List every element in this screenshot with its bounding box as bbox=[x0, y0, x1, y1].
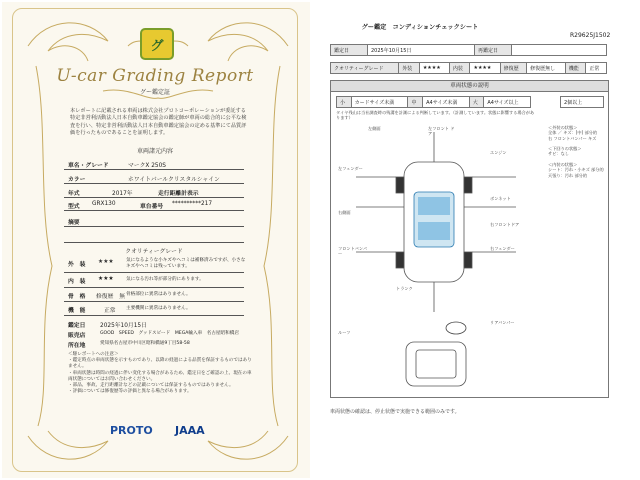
part-left-fender: 左フェンダー bbox=[338, 166, 363, 171]
count-legend bbox=[560, 96, 604, 108]
model-value: GRX130 bbox=[92, 201, 116, 207]
remarks-label: 摘要 bbox=[68, 220, 80, 226]
color-label: カラー bbox=[68, 177, 86, 183]
grade-ext-label: 外 装 bbox=[68, 262, 86, 268]
part-front-bumper: フロントバンパー bbox=[338, 246, 367, 257]
legend-note: タイヤ残山は当社調査時の残溝を計測による判断しています。（計測しています。状態に影響する場合があります） bbox=[336, 110, 535, 121]
size-a4lt-label: A4サイズ未満 bbox=[423, 97, 470, 108]
note-item: ・部品、事故、走行距離計などの記載については保証するものではありません。 bbox=[68, 383, 234, 389]
goo-kantei-logo bbox=[138, 28, 176, 62]
row-divider bbox=[64, 272, 244, 273]
date-value: 2025年10月15日 bbox=[100, 323, 147, 329]
part-right-front-door: 右フロントドア bbox=[490, 222, 520, 227]
size-large-label: 大 bbox=[469, 97, 484, 108]
part-left-side: 左側面 bbox=[368, 126, 381, 131]
note-item: ・評価については修復歴等の評価と異なる場合があります。 bbox=[68, 389, 192, 395]
grade-frame-label: 骨 格 bbox=[68, 294, 86, 300]
size-legend bbox=[336, 96, 531, 108]
model-label: 型式 bbox=[68, 204, 80, 210]
size-count-note: 2個以上 bbox=[561, 97, 604, 108]
size-mid-label: 中 bbox=[408, 97, 423, 108]
sheet-footer: 車両状態の確認は、停止状態で実施できる範囲のみです。 bbox=[330, 409, 460, 415]
address-value: 愛知県名古屋市中川区昭和橋通9丁目58-58 bbox=[100, 341, 190, 346]
int-stars: ★★★★ bbox=[470, 63, 500, 74]
color-value: ホワイトパールクリスタルシャイン bbox=[128, 177, 220, 183]
row-divider bbox=[64, 197, 244, 198]
part-right-side: 右側面 bbox=[338, 210, 351, 215]
year-value: 2017年 bbox=[112, 191, 133, 197]
date-table bbox=[330, 44, 607, 56]
remark-line: サビ：なし bbox=[548, 151, 569, 157]
row-divider bbox=[64, 210, 244, 211]
remark-line: ＜内装の状態＞ bbox=[548, 162, 578, 168]
part-engine: エンジン bbox=[490, 150, 507, 155]
grade-int-stars: ★★★ bbox=[98, 276, 114, 282]
grade-func-desc: 主要機関に異常はありません。 bbox=[126, 306, 191, 311]
spec-section-title: 車両諸元内容 bbox=[136, 148, 173, 155]
notes-title: ＜駆レポートへの注意＞ bbox=[68, 352, 119, 357]
size-a4-label: A4サイズ以上 bbox=[484, 97, 531, 108]
remark-line: 天張り：汚れ 部分的 bbox=[548, 172, 588, 178]
remark-line: シート：汚れ・小キズ 部分的 bbox=[548, 167, 604, 173]
func-label: 機能 bbox=[565, 63, 586, 74]
func-value: 正常 bbox=[586, 63, 607, 74]
reissue-label: 再鑑定日 bbox=[475, 45, 512, 56]
sheet-date-label: 鑑定日 bbox=[331, 45, 368, 56]
size-small-label: 小 bbox=[337, 97, 352, 108]
part-left-front-door: 左フロント ドア bbox=[428, 126, 455, 137]
quality-grade-label: クオリティーグレード bbox=[331, 63, 399, 74]
row-divider bbox=[64, 301, 244, 302]
size-card-label: カードサイズ未満 bbox=[351, 97, 408, 108]
row-divider bbox=[64, 315, 244, 316]
certificate-subtitle: グー鑑定証 bbox=[139, 89, 170, 96]
grade-ext-stars: ★★★ bbox=[98, 259, 114, 265]
row-divider bbox=[64, 242, 244, 243]
date-label: 鑑定日 bbox=[68, 323, 86, 329]
grade-frame-value: 修復歴 無 bbox=[96, 294, 125, 300]
certificate-intro: 本レポートに記載される車両は株式会社プロトコーポレーションが委託する特定非営利活動法人日本自動車鑑定協会の鑑定師が車両の総合的に公平な検査を行い、特定非営利活動法人日本自動車鑑定協会の定める基準にて品質評価を行ったものであることを証明します。 bbox=[70, 108, 247, 136]
remark-line: 全体 ／ キズ：[中] 部分的 bbox=[548, 130, 598, 136]
note-item: ・鑑定時点の車両状態を示すものであり、以降の経過による品質を保証するものではありません。 bbox=[68, 358, 252, 370]
grade-table bbox=[330, 62, 607, 74]
grade-label: 車名・グレード bbox=[68, 163, 109, 169]
sheet-date-value: 2025年10月15日 bbox=[368, 45, 475, 56]
sheet-code: R29625J1502 bbox=[570, 32, 611, 39]
part-rear-bumper: リアバンパー bbox=[490, 320, 515, 325]
address-label: 所在地 bbox=[68, 343, 86, 349]
grade-int-label: 内 装 bbox=[68, 279, 86, 285]
part-bonnet: ボンネット bbox=[490, 196, 511, 201]
vin-label: 車台番号 bbox=[140, 204, 164, 210]
shop-label: 販売店 bbox=[68, 333, 86, 339]
row-divider bbox=[64, 169, 244, 170]
repair-label: 修復歴 bbox=[500, 63, 527, 74]
grade-frame-desc: 骨格部位に異常はありません。 bbox=[126, 292, 191, 297]
grade-int-desc: 気になる汚れ等が部分的にあります。 bbox=[126, 277, 204, 282]
mileage-label: 走行距離計表示 bbox=[158, 191, 199, 197]
ext-stars: ★★★★ bbox=[419, 63, 449, 74]
remark-line: ＜下回りの状態＞ bbox=[548, 146, 582, 152]
part-right-fender: 右フェンダー bbox=[490, 246, 515, 251]
ext-label: 外装 bbox=[399, 63, 420, 74]
remarks-column bbox=[548, 125, 604, 178]
grade-func-value: 正常 bbox=[104, 308, 116, 314]
sheet-title: グー鑑定 コンディションチェックシート bbox=[361, 24, 479, 31]
grade-value: マークX 250S bbox=[128, 163, 166, 169]
part-roof: ルーフ bbox=[338, 330, 351, 335]
proto-logo: PROTO bbox=[110, 424, 153, 437]
row-divider bbox=[64, 226, 244, 227]
status-section-title: 車両状態の説明 bbox=[330, 80, 609, 92]
repair-value: 修復歴無し bbox=[527, 63, 566, 74]
remark-line: 右 フロントバンパー キズ bbox=[548, 135, 597, 141]
row-divider bbox=[64, 183, 244, 184]
grade-func-label: 機 能 bbox=[68, 308, 86, 314]
certificate-title: U-car Grading Report bbox=[56, 66, 254, 86]
jaaa-logo: JAAA bbox=[175, 424, 205, 437]
part-trunk: トランク bbox=[396, 286, 413, 291]
vin-value: **********217 bbox=[172, 201, 213, 207]
int-label: 内装 bbox=[449, 63, 470, 74]
shop-value: GOOD SPEED グッドスピード MEGA輸入車 名古屋昭和橋店 bbox=[100, 331, 239, 336]
svg-text:グ: グ bbox=[150, 39, 164, 54]
reissue-value bbox=[512, 45, 607, 56]
remark-line: ＜外装の状態＞ bbox=[548, 125, 578, 130]
certificate-notes bbox=[68, 352, 253, 395]
car-diagram bbox=[336, 122, 536, 392]
note-item: ・車両状態は時間の経過に伴い変化する場合があるため、鑑定日をご確認の上、現在の車両状態についてはお問い合わせください。 bbox=[68, 370, 252, 382]
quality-title: クオリティーグレード bbox=[125, 249, 183, 255]
grade-ext-desc: 気になるような小キズやヘコミは補修済みですが、小さなキズやヘコミは残っています。 bbox=[126, 258, 246, 269]
row-divider bbox=[64, 287, 244, 288]
year-label: 年式 bbox=[68, 191, 80, 197]
